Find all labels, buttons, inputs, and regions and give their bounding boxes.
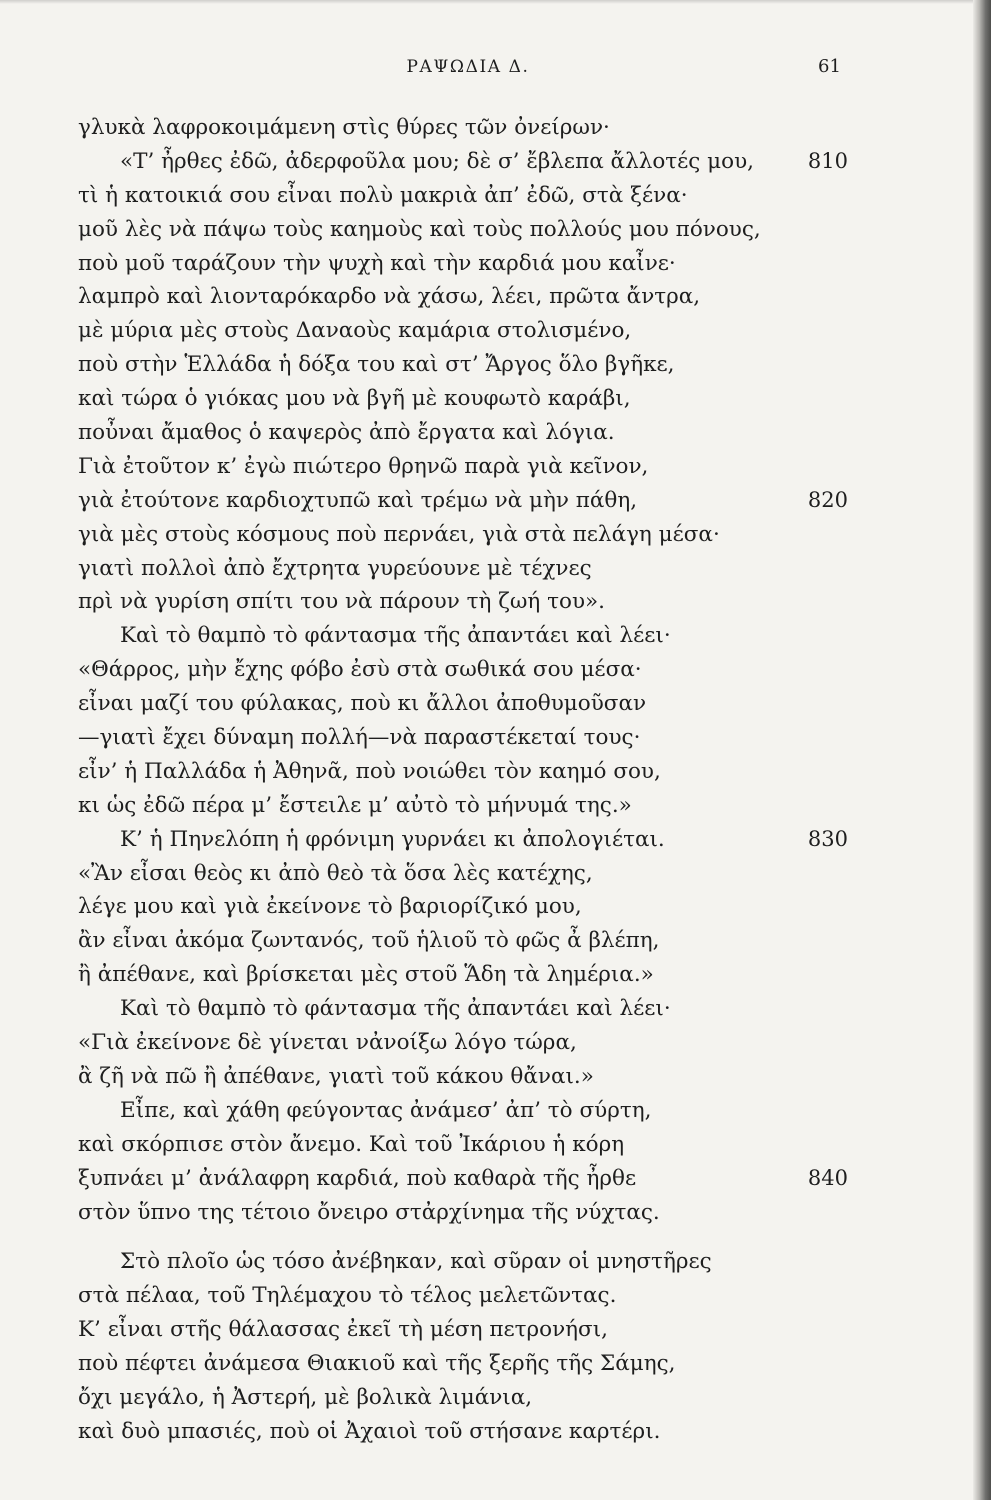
- verse-text: Καὶ τὸ θαμπὸ τὸ φάντασμα τῆς ἀπαντάει καὶ λέει·: [120, 623, 671, 649]
- verse-text: ποὖναι ἄμαθος ὁ καψερὸς ἀπὸ ἔργατα καὶ λόγια.: [78, 420, 615, 446]
- verse-text: μὲ μύρια μὲς στοὺς Δαναοὺς καμάρια στολισμένο,: [78, 318, 632, 344]
- verse-line: [78, 145, 868, 179]
- verse-text: τὶ ἡ κατοικιά σου εἶναι πολὺ μακριὰ ἀπ’ ἐδῶ, στὰ ξένα·: [78, 182, 688, 208]
- verse-text: εἶν’ ἡ Παλλάδα ἡ Ἀθηνᾶ, ποὺ νοιώθει τὸν καημό σου,: [78, 758, 661, 784]
- verse-text: γλυκὰ λαφροκοιμάμενη στὶς θύρες τῶν ὀνείρων·: [78, 115, 610, 140]
- verse-line: [78, 789, 868, 823]
- verse-line: [78, 314, 868, 348]
- verse-text: ἂ ζῆ νὰ πῶ ἢ ἀπέθανε, γιατὶ τοῦ κάκου θἄναι.»: [78, 1063, 594, 1089]
- verse-line: [78, 653, 868, 687]
- verse-line: [78, 247, 868, 281]
- line-number: 810: [807, 148, 848, 173]
- verse-text: μοῦ λὲς νὰ πάψω τοὺς καημοὺς καὶ τοὺς πολλούς μου πόνους,: [78, 216, 761, 242]
- verse-line: [78, 1196, 868, 1230]
- verse-text: καὶ σκόρπισε στὸν ἄνεμο. Καὶ τοῦ Ἰκάριου ἡ κόρη: [78, 1131, 625, 1157]
- verse-text: «Γιὰ ἐκείνονε δὲ γίνεται νἀνοίξω λόγο τώρα,: [78, 1030, 577, 1056]
- verse-line: [78, 890, 868, 924]
- verse-text: γιατὶ πολλοὶ ἀπὸ ἔχτρητα γυρεύουνε μὲ τέχνες: [78, 555, 592, 581]
- verse-text: ὄχι μεγάλο, ἡ Ἀστερή, μὲ βολικὰ λιμάνια,: [78, 1384, 533, 1410]
- verse-text: «Τ’ ἦρθες ἐδῶ, ἀδερφοῦλα μου; δὲ σ’ ἔβλεπα ἄλλοτές μου,: [120, 148, 754, 174]
- verse-line: [78, 213, 868, 247]
- verse-line: [78, 450, 868, 484]
- verse-line: [78, 755, 868, 789]
- verse-text: στὰ πέλαα, τοῦ Τηλέμαχου τὸ τέλος μελετῶντας.: [78, 1283, 617, 1309]
- verse-line: [78, 823, 868, 857]
- verse-text: στὸν ὕπνο της τέτοιο ὄνειρο στἀρχίνημα τῆς νύχτας.: [78, 1199, 660, 1225]
- verse-text: Στὸ πλοῖο ὡς τόσο ἀνέβηκαν, καὶ σῦραν οἱ μνηστῆρες: [120, 1249, 712, 1275]
- verse-line: [78, 721, 868, 755]
- verse-text: —γιατὶ ἔχει δύναμη πολλή—νὰ παραστέκεταί τους·: [78, 725, 641, 751]
- verse-text: Γιὰ ἐτοῦτον κ’ ἐγὼ πιώτερο θρηνῶ παρὰ γιὰ κεῖνον,: [78, 453, 649, 479]
- verse-text: Κ’ εἶναι στῆς θάλασσας ἐκεῖ τὴ μέση πετρονήσι,: [78, 1317, 608, 1343]
- verse-text: ποὺ μοῦ ταράζουν τὴν ψυχὴ καὶ τὴν καρδιά μου καἶνε·: [78, 250, 676, 276]
- verse-text: «Ἂν εἶσαι θεὸς κι ἀπὸ θεὸ τὰ ὅσα λὲς κατέχης,: [78, 860, 593, 886]
- verse-text: εἶναι μαζί του φύλακας, ποὺ κι ἄλλοι ἀποθυμοῦσαν: [78, 691, 647, 717]
- verse-text: κι ὡς ἐδῶ πέρα μ’ ἔστειλε μ’ αὐτὸ τὸ μήνυμά της.»: [78, 792, 632, 818]
- verse-line: [78, 1279, 868, 1313]
- verse-text: Εἶπε, καὶ χάθη φεύγοντας ἀνάμεσ’ ἀπ’ τὸ σύρτη,: [120, 1097, 652, 1123]
- verse-line: [78, 619, 868, 653]
- verse-line: [78, 111, 868, 145]
- verse-line: [78, 992, 868, 1026]
- verse-text: γιὰ ἐτούτονε καρδιοχτυπῶ καὶ τρέμω νὰ μὴν πάθη,: [78, 487, 638, 513]
- page-number: 61: [818, 56, 841, 77]
- verse-line: [78, 1245, 868, 1279]
- verse-text: Κ’ ἡ Πηνελόπη ἡ φρόνιμη γυρνάει κι ἀπολογιέται.: [120, 826, 665, 852]
- verse-line: [78, 552, 868, 586]
- scan-right-edge: [973, 0, 991, 1500]
- verse-line: [78, 1162, 868, 1196]
- verse-text: λαμπρὸ καὶ λιονταρόκαρδο νὰ χάσω, λέει, πρῶτα ἄντρα,: [78, 284, 701, 310]
- verse-text: ξυπνάει μ’ ἀνάλαφρη καρδιά, ποὺ καθαρὰ τῆς ἦρθε: [78, 1165, 637, 1191]
- line-number: 820: [807, 487, 848, 512]
- verse-text: «Θάρρος, μὴν ἔχης φόβο ἐσὺ στὰ σωθικά σου μέσα·: [78, 657, 642, 683]
- verse-line: [78, 484, 868, 518]
- verse-line: [78, 585, 868, 619]
- verse-line: [78, 348, 868, 382]
- running-head: ΡΑΨΩΔΙΑ Δ.: [406, 57, 530, 77]
- verse-line: [78, 179, 868, 213]
- verse-text: καὶ τώρα ὁ γιόκας μου νὰ βγῆ μὲ κουφωτὸ καράβι,: [78, 386, 631, 412]
- line-number: 830: [807, 826, 848, 851]
- verse-block: [78, 111, 868, 1449]
- verse-line: [78, 518, 868, 552]
- verse-line: [78, 1347, 868, 1381]
- verse-line: [78, 1128, 868, 1162]
- verse-line: [78, 1381, 868, 1415]
- verse-line: [78, 1060, 868, 1094]
- verse-line: [78, 924, 868, 958]
- verse-line: [78, 687, 868, 721]
- verse-text: λέγε μου καὶ γιὰ ἐκείνονε τὸ βαριορίζικό μου,: [78, 894, 582, 920]
- verse-line: [78, 416, 868, 450]
- verse-text: ἂν εἶναι ἀκόμα ζωντανός, τοῦ ἡλιοῦ τὸ φῶς ἆ βλέπη,: [78, 928, 660, 954]
- verse-text: Καὶ τὸ θαμπὸ τὸ φάντασμα τῆς ἀπαντάει καὶ λέει·: [120, 996, 671, 1022]
- verse-text: καὶ δυὸ μπασιές, ποὺ οἱ Ἀχαιοὶ τοῦ στήσανε καρτέρι.: [78, 1418, 661, 1444]
- verse-line: [78, 280, 868, 314]
- page-top-edge: [0, 0, 991, 4]
- verse-line: [78, 1026, 868, 1060]
- verse-text: ποὺ πέφτει ἀνάμεσα Θιακιοῦ καὶ τῆς ξερῆς τῆς Σάμης,: [78, 1351, 676, 1377]
- verse-line: [78, 382, 868, 416]
- verse-text: γιὰ μὲς στοὺς κόσμους ποὺ περνάει, γιὰ στὰ πελάγη μέσα·: [78, 521, 720, 547]
- section-break: [78, 1229, 868, 1245]
- verse-line: [78, 1094, 868, 1128]
- verse-line: [78, 958, 868, 992]
- line-number: 840: [807, 1165, 848, 1190]
- verse-line: [78, 1313, 868, 1347]
- verse-text: ποὺ στὴν Ἑλλάδα ἡ δόξα του καὶ στ’ Ἄργος ὅλο βγῆκε,: [78, 352, 675, 378]
- verse-text: ἢ ἀπέθανε, καὶ βρίσκεται μὲς στοῦ Ἅδη τὰ λημέρια.»: [78, 962, 654, 988]
- verse-line: [78, 1415, 868, 1449]
- verse-text: πρὶ νὰ γυρίση σπίτι του νὰ πάρουν τὴ ζωή του».: [78, 589, 606, 615]
- verse-line: [78, 857, 868, 891]
